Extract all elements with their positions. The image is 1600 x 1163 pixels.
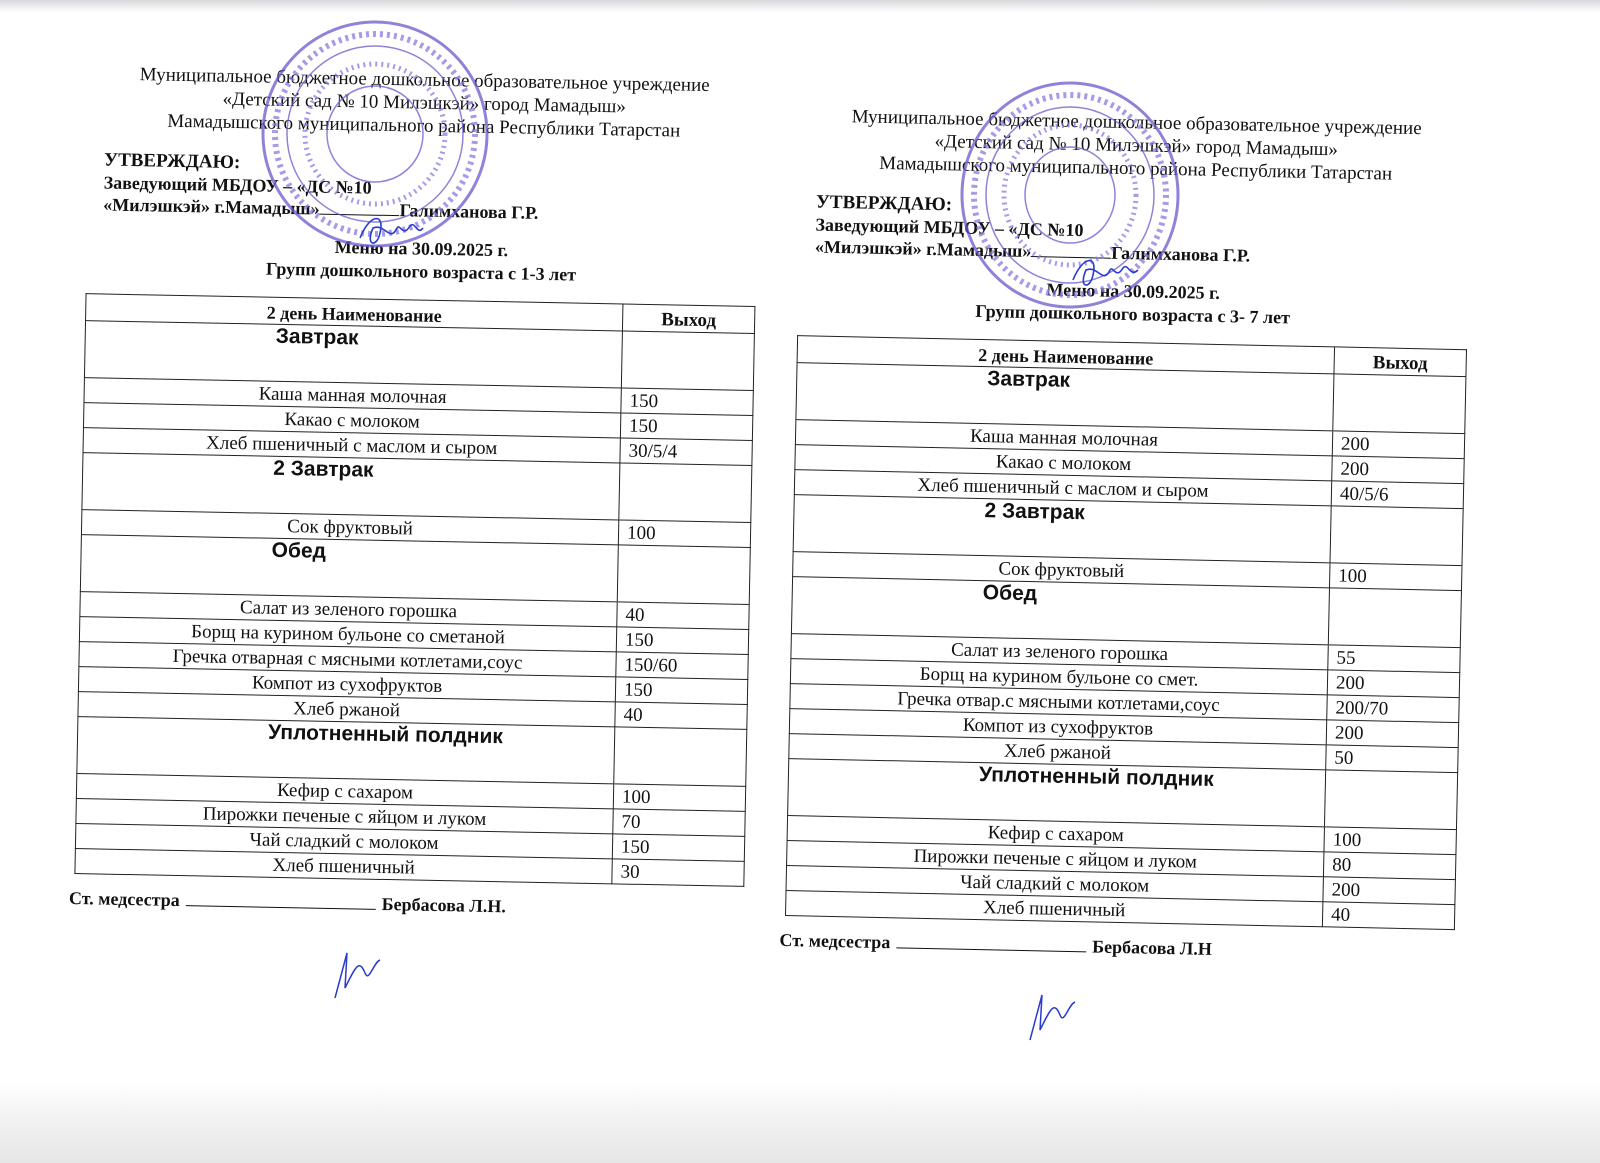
dish-portion: 100 [1329, 563, 1461, 591]
head-position: Заведующий МБДОУ – «ДС №10 [815, 214, 1084, 241]
meal-section-blank [619, 463, 752, 523]
dish-name: Хлеб пшеничный с маслом и сыром [83, 428, 620, 463]
dish-portion: 200 [1332, 431, 1464, 459]
scan-edge [0, 1083, 1600, 1163]
dish-portion: 150 [612, 834, 744, 862]
dish-portion: 150 [615, 677, 747, 705]
column-header-value: Выход [1334, 347, 1467, 377]
head-position-cont: «Милэшкэй» г.Мамадыш» [814, 236, 1032, 262]
org-line: Мамадышского муниципального района Республики Татарстан [879, 152, 1393, 185]
dish-name: Салат из зеленого горошка [80, 592, 617, 627]
signature-icon [1068, 250, 1143, 295]
org-line: «Детский сад № 10 Милэшкэй» город Мамадыш» [934, 130, 1339, 161]
dish-name: Каша манная молочная [84, 378, 621, 413]
nurse-label: Ст. медсестра [68, 887, 180, 911]
dish-name: Хлеб пшеничный [75, 849, 612, 884]
dish-portion: 200 [1323, 877, 1455, 905]
meal-section-title: 2 Завтрак [82, 453, 620, 520]
dish-name: Салат из зеленого горошка [791, 634, 1328, 670]
column-header-name: 2 день Наименование [797, 336, 1334, 374]
dish-portion: 100 [618, 520, 750, 548]
dish-portion: 150/60 [616, 652, 748, 680]
meal-section-title: 2 Завтрак [793, 495, 1331, 563]
column-header-name: 2 день Наименование [86, 294, 623, 331]
meal-section-blank [1333, 374, 1466, 434]
meal-section-blank [617, 545, 750, 605]
signature-icon [1020, 990, 1080, 1045]
dish-name: Чай сладкий с молоком [75, 824, 612, 859]
dish-portion: 100 [613, 784, 745, 812]
meal-section-title: Обед [80, 535, 618, 602]
dish-portion: 200 [1326, 720, 1458, 748]
dish-name: Компот из сухофруктов [78, 667, 615, 702]
dish-portion: 40 [617, 602, 749, 630]
approve-heading: УТВЕРЖДАЮ: [103, 149, 241, 174]
dish-portion: 55 [1328, 645, 1460, 673]
nurse-signature-block [64, 888, 754, 922]
dish-name: Сок фруктовый [81, 510, 618, 545]
meal-section-blank [1324, 770, 1457, 830]
dish-portion: 200/70 [1327, 695, 1459, 723]
scan-edge [0, 0, 1600, 12]
dish-name: Каша манная молочная [795, 420, 1332, 456]
meal-section-blank [614, 727, 747, 787]
dish-name: Какао с молоком [83, 403, 620, 438]
dish-portion: 40 [1322, 902, 1454, 930]
meal-section-title: Завтрак [84, 321, 622, 388]
head-name: Галимханова Г.Р. [399, 200, 539, 223]
dish-name: Борщ на курином бульоне со сметаной [79, 617, 616, 652]
dish-portion: 70 [613, 809, 745, 837]
head-name: Галимханова Г.Р. [1111, 242, 1251, 266]
dish-name: Кефир с сахаром [787, 816, 1324, 852]
dish-name: Хлеб пшеничный с маслом и сыром [794, 470, 1331, 506]
org-line: Муниципальное бюджетное дошкольное образовательное учреждение [139, 64, 710, 97]
dish-portion: 50 [1326, 745, 1458, 773]
dish-portion: 200 [1327, 670, 1459, 698]
dish-portion: 30/5/4 [620, 438, 752, 466]
age-group: Групп дошкольного возраста с 1-3 лет [265, 258, 577, 285]
nurse-name: Бербасова Л.Н. [381, 893, 506, 917]
age-group: Групп дошкольного возраста с 3- 7 лет [975, 300, 1291, 328]
dish-portion: 40/5/6 [1331, 481, 1463, 509]
dish-portion: 200 [1332, 456, 1464, 484]
nurse-label: Ст. медсестра [779, 929, 891, 953]
head-position-cont: «Милэшкэй» г.Мамадыш» [103, 194, 320, 219]
org-line: Мамадышского муниципального района Республики Татарстан [167, 110, 681, 142]
menu-table [74, 293, 755, 887]
dish-portion: 40 [615, 702, 747, 730]
dish-name: Хлеб ржаной [789, 734, 1326, 770]
dish-portion: 150 [620, 413, 752, 441]
dish-portion: 150 [621, 388, 753, 416]
dish-name: Хлеб ржаной [78, 692, 615, 727]
signature-icon [325, 948, 385, 1003]
signature-line [896, 947, 1086, 952]
dish-name: Чай сладкий с молоком [786, 866, 1323, 902]
meal-section-title: Уплотненный полдник [788, 759, 1326, 827]
meal-section-blank [1330, 506, 1463, 566]
dish-name: Сок фруктовый [793, 552, 1330, 588]
org-line: «Детский сад № 10 Милэшкэй» город Мамадыш» [222, 88, 627, 118]
signature-icon [355, 208, 425, 253]
org-line: Муниципальное бюджетное дошкольное образовательное учреждение [851, 106, 1422, 140]
signature-line [186, 905, 376, 910]
dish-name: Кефир с сахаром [76, 774, 613, 809]
dish-name: Какао с молоком [795, 445, 1332, 481]
menu-date: Меню на 30.09.2025 г. [1046, 279, 1221, 303]
dish-name: Пирожки печеные с яйцом и луком [76, 799, 613, 834]
meal-section-blank [1328, 588, 1461, 648]
meal-section-title: Завтрак [796, 363, 1334, 431]
dish-name: Компот из сухофруктов [789, 709, 1326, 745]
head-position: Заведующий МБДОУ – «ДС №10 [103, 172, 372, 198]
approve-heading: УТВЕРЖДАЮ: [815, 191, 953, 216]
dish-portion: 80 [1323, 852, 1455, 880]
nurse-name: Бербасова Л.Н [1092, 936, 1213, 959]
menu-table [785, 335, 1467, 930]
dish-portion: 150 [616, 627, 748, 655]
dish-name: Пирожки печеные с яйцом и луком [787, 841, 1324, 877]
dish-name: Борщ на курином бульоне со смет. [790, 659, 1327, 695]
dish-name: Гречка отвар.с мясными котлетами,соус [790, 684, 1327, 720]
dish-name: Гречка отварная с мясными котлетами,соус [79, 642, 616, 677]
meal-section-blank [621, 331, 754, 391]
nurse-signature-block [774, 930, 1464, 965]
column-header-value: Выход [622, 304, 754, 334]
menu-date: Меню на 30.09.2025 г. [334, 236, 509, 261]
dish-name: Хлеб пшеничный [786, 891, 1323, 927]
meal-section-title: Уплотненный полдник [77, 717, 615, 784]
dish-portion: 30 [612, 859, 744, 887]
meal-section-title: Обед [791, 577, 1329, 645]
dish-portion: 100 [1324, 827, 1456, 855]
